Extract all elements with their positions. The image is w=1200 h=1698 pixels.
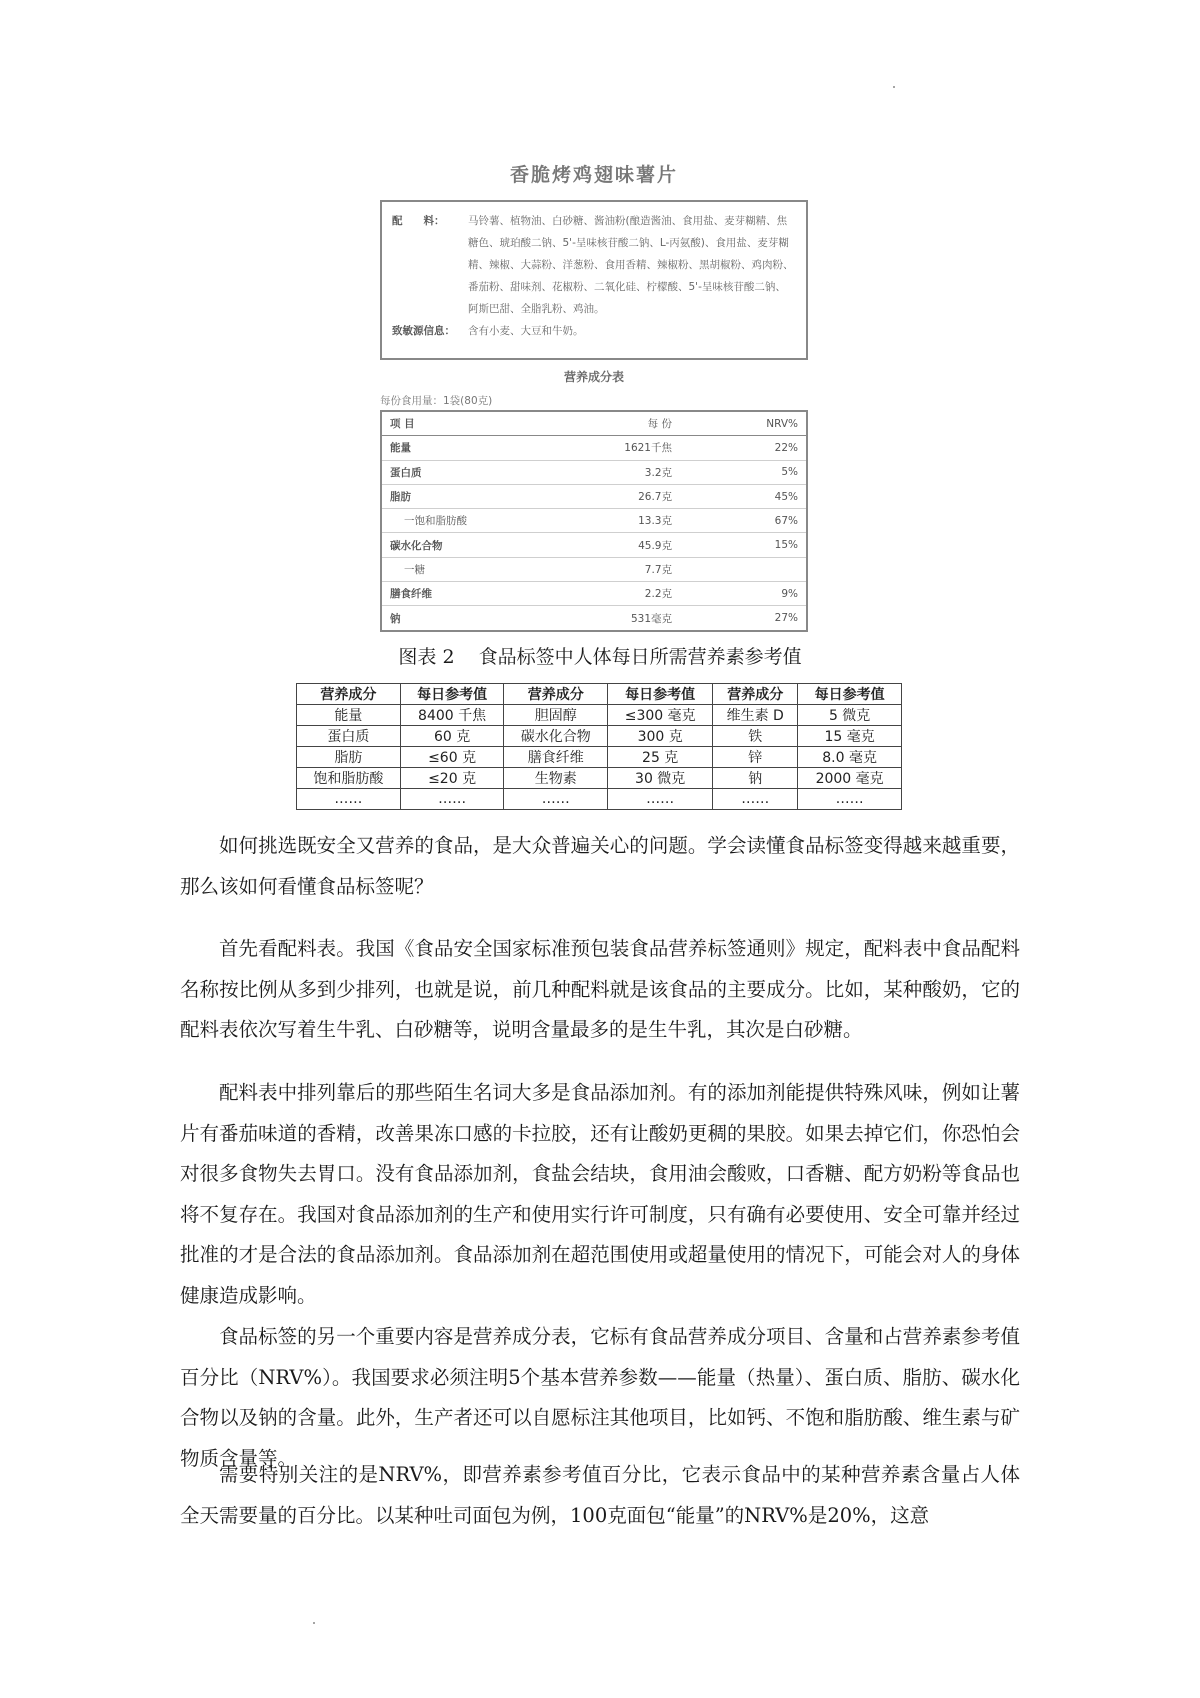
reference-cell: 60 克 <box>400 726 504 747</box>
nutrition-serving: 每份食用量：1袋(80克) <box>380 395 493 407</box>
product-label-title: 香脆烤鸡翅味薯片 <box>509 164 678 186</box>
reference-cell: …… <box>297 789 401 810</box>
nutrition-row <box>382 436 806 460</box>
nutrition-item: 钠 <box>390 612 401 625</box>
nutrition-header-amount: 每 份 <box>647 418 672 431</box>
nutrition-item: 碳水化合物 <box>390 539 443 552</box>
nutrition-item: 能量 <box>390 442 411 455</box>
reference-cell: 饱和脂肪酸 <box>297 768 401 789</box>
reference-header-cell: 每日参考值 <box>608 684 713 705</box>
nutrition-nrv: 15% <box>774 539 798 552</box>
reference-header-cell: 每日参考值 <box>400 684 504 705</box>
nutrition-amount: 7.7克 <box>644 563 672 576</box>
reference-cell: 15 毫克 <box>798 726 902 747</box>
reference-cell: 8400 千焦 <box>400 705 504 726</box>
nutrition-amount: 13.3克 <box>638 515 672 528</box>
nutrition-amount: 3.2克 <box>644 466 672 479</box>
nutrition-header-item: 项 目 <box>390 418 415 431</box>
reference-header-cell: 营养成分 <box>504 684 608 705</box>
nutrition-nrv: 22% <box>774 441 798 454</box>
reference-cell: 锌 <box>713 747 798 768</box>
reference-cell: 钠 <box>713 768 798 789</box>
nutrition-item: 膳食纤维 <box>390 588 432 601</box>
scan-speck <box>313 1622 315 1624</box>
reference-header-cell: 每日参考值 <box>798 684 902 705</box>
nutrition-amount: 531毫克 <box>630 612 672 625</box>
nutrition-item: 一糖 <box>404 563 425 576</box>
allergen-row <box>392 320 796 342</box>
reference-cell: 25 克 <box>608 747 713 768</box>
nutrition-amount: 45.9克 <box>638 539 672 552</box>
reference-cell: 生物素 <box>504 768 608 789</box>
reference-cell: 蛋白质 <box>297 726 401 747</box>
reference-row <box>297 726 902 747</box>
reference-values-table <box>296 683 902 810</box>
body-paragraph-2: 首先看配料表。我国《食品安全国家标准预包装食品营养标签通则》规定，配料表中食品配料名称按比例从多到少排列，也就是说，前几种配料就是该食品的主要成分。比如，某种酸奶，它的配料表依次写着生牛乳、白砂糖等，说明含量最多的是生牛乳，其次是白砂糖。 <box>180 937 1020 1041</box>
nutrition-row <box>382 533 806 557</box>
nutrition-row <box>382 485 806 509</box>
reference-cell: ≤20 克 <box>400 768 504 789</box>
nutrition-row <box>382 582 806 606</box>
reference-header-row <box>297 684 902 705</box>
reference-cell: 铁 <box>713 726 798 747</box>
nutrition-header-row <box>382 412 806 436</box>
nutrition-item: 蛋白质 <box>390 466 422 479</box>
nutrition-row <box>382 606 806 629</box>
figure-caption-text: 食品标签中人体每日所需营养素参考值 <box>478 646 802 668</box>
nutrition-row <box>382 461 806 485</box>
nutrition-nrv: 45% <box>774 490 798 503</box>
reference-cell: …… <box>400 789 504 810</box>
reference-cell: …… <box>798 789 902 810</box>
nutrition-table <box>380 410 808 632</box>
reference-cell: …… <box>713 789 798 810</box>
reference-cell: 5 微克 <box>798 705 902 726</box>
reference-cell: 8.0 毫克 <box>798 747 902 768</box>
nutrition-item: 一饱和脂肪酸 <box>404 515 467 528</box>
reference-header-cell: 营养成分 <box>297 684 401 705</box>
nutrition-nrv: 9% <box>781 587 798 600</box>
ingredients-row <box>392 210 796 320</box>
nutrition-amount: 1621千焦 <box>624 442 672 455</box>
reference-row <box>297 768 902 789</box>
body-paragraph-3: 配料表中排列靠后的那些陌生名词大多是食品添加剂。有的添加剂能提供特殊风味，例如让薯片有番茄味道的香精，改善果冻口感的卡拉胶，还有让酸奶更稠的果胶。如果去掉它们，你恐怕会对很多食物失去胃口。没有食品添加剂，食盐会结块，食用油会酸败，口香糖、配方奶粉等食品也将不复存在。我国对食品添加剂的生产和使用实行许可制度，只有确有必要使用、安全可靠并经过批准的才是合法的食品添加剂。食品添加剂在超范围使用或超量使用的情况下，可能会对人的身体健康造成影响。 <box>180 1081 1020 1307</box>
nutrition-amount: 2.2克 <box>644 588 672 601</box>
nutrition-header-nrv: NRV% <box>766 417 798 430</box>
figure-caption <box>0 642 1200 669</box>
body-paragraph-5: 需要特别关注的是NRV%，即营养素参考值百分比，它表示食品中的某种营养素含量占人体全天需要量的百分比。以某种吐司面包为例，100克面包“能量”的NRV%是20%，这意 <box>180 1463 1020 1527</box>
allergen-value: 含有小麦、大豆和牛奶。 <box>468 325 584 337</box>
body-paragraph-1: 如何挑选既安全又营养的食品，是大众普遍关心的问题。学会读懂食品标签变得越来越重要，那么该如何看懂食品标签呢？ <box>180 834 1020 898</box>
reference-row <box>297 705 902 726</box>
ingredients-value: 马铃薯、植物油、白砂糖、酱油粉(酿造酱油、食用盐、麦芽糊精、焦糖色、琥珀酸二钠、5'-呈味核苷酸二钠、L-丙氨酸)、食用盐、麦芽糊精、辣椒、大蒜粉、洋葱粉、食用香精、辣椒粉、黑胡椒粉、鸡肉粉、番茄粉、甜味剂、花椒粉、二氧化硅、柠檬酸、5'-呈味核苷酸二钠、阿斯巴甜、全脂乳粉、鸡油。 <box>468 215 794 315</box>
reference-cell: 能量 <box>297 705 401 726</box>
nutrition-row <box>382 558 806 582</box>
nutrition-title: 营养成分表 <box>563 370 624 384</box>
reference-cell: …… <box>504 789 608 810</box>
reference-cell: …… <box>608 789 713 810</box>
reference-cell: 2000 毫克 <box>798 768 902 789</box>
reference-cell: 碳水化合物 <box>504 726 608 747</box>
nutrition-item: 脂肪 <box>390 491 411 504</box>
body-paragraph-4: 食品标签的另一个重要内容是营养成分表，它标有食品营养成分项目、含量和占营养素参考值百分比（NRV%）。我国要求必须注明5个基本营养参数——能量（热量）、蛋白质、脂肪、碳水化合物以及钠的含量。此外，生产者还可以自愿标注其他项目，比如钙、不饱和脂肪酸、维生素与矿物质含量等。 <box>180 1325 1020 1470</box>
reference-cell: 300 克 <box>608 726 713 747</box>
reference-cell: 胆固醇 <box>504 705 608 726</box>
scan-speck <box>893 86 895 88</box>
reference-cell: 脂肪 <box>297 747 401 768</box>
nutrition-row <box>382 509 806 533</box>
figure-number: 图表 2 <box>398 646 455 668</box>
nutrition-nrv: 67% <box>774 514 798 527</box>
reference-cell: 维生素 D <box>713 705 798 726</box>
nutrition-nrv: 5% <box>781 466 798 479</box>
nutrition-nrv: 27% <box>774 612 798 625</box>
ingredients-key: 配 料： <box>392 215 445 227</box>
reference-cell: 膳食纤维 <box>504 747 608 768</box>
reference-row <box>297 789 902 810</box>
reference-row <box>297 747 902 768</box>
nutrition-amount: 26.7克 <box>638 491 672 504</box>
reference-header-cell: 营养成分 <box>713 684 798 705</box>
ingredients-box <box>380 200 808 360</box>
reference-cell: ≤300 毫克 <box>608 705 713 726</box>
allergen-key: 致敏源信息： <box>392 325 455 337</box>
reference-cell: ≤60 克 <box>400 747 504 768</box>
reference-cell: 30 微克 <box>608 768 713 789</box>
